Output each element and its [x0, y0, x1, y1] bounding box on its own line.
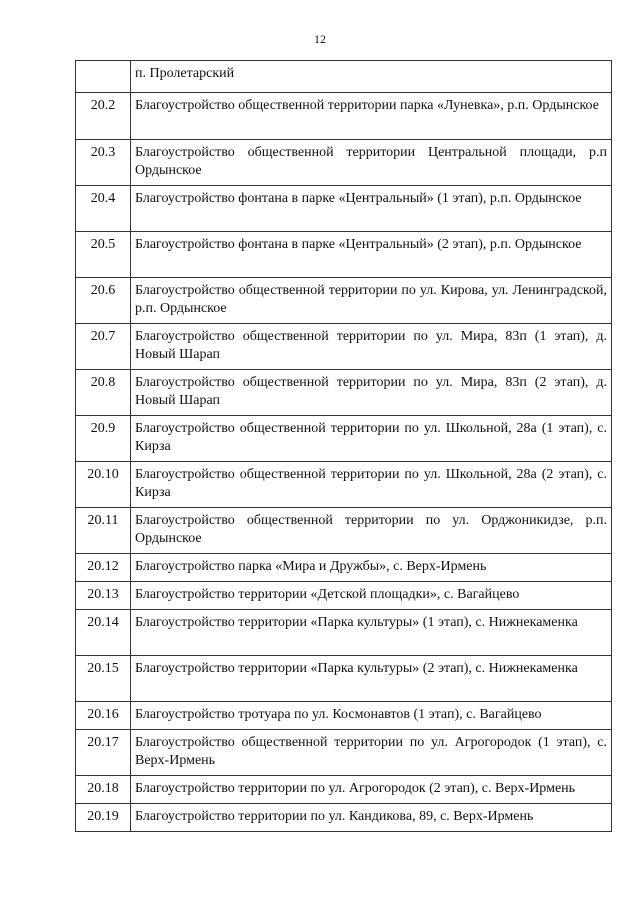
- row-number: 20.6: [76, 278, 131, 324]
- table-row: [76, 324, 612, 370]
- row-number: 20.4: [76, 186, 131, 232]
- table-row: [76, 232, 612, 278]
- row-description: п. Пролетарский: [131, 61, 612, 93]
- row-number: 20.5: [76, 232, 131, 278]
- row-description: Благоустройство территории «Парка культуры» (2 этап), с. Нижнекаменка: [131, 656, 612, 702]
- row-description: Благоустройство территории «Детской площадки», с. Вагайцево: [131, 582, 612, 610]
- table-row: [76, 462, 612, 508]
- table-row: [76, 656, 612, 702]
- table-row: [76, 554, 612, 582]
- row-description: Благоустройство территории «Парка культуры» (1 этап), с. Нижнекаменка: [131, 610, 612, 656]
- row-number: 20.8: [76, 370, 131, 416]
- row-description: Благоустройство фонтана в парке «Центральный» (2 этап), р.п. Ордынское: [131, 232, 612, 278]
- row-number: 20.11: [76, 508, 131, 554]
- table-row: [76, 776, 612, 804]
- row-description: Благоустройство парка «Мира и Дружбы», с. Верх-Ирмень: [131, 554, 612, 582]
- row-number: 20.17: [76, 730, 131, 776]
- table-row: [76, 61, 612, 93]
- row-number: 20.12: [76, 554, 131, 582]
- row-description: Благоустройство общественной территории парка «Луневка», р.п. Ордынское: [131, 93, 612, 140]
- row-number: 20.10: [76, 462, 131, 508]
- table-row: [76, 140, 612, 186]
- row-number: 20.19: [76, 804, 131, 832]
- row-description: Благоустройство общественной территории по ул. Кирова, ул. Ленинградской, р.п. Ордынское: [131, 278, 612, 324]
- row-description: Благоустройство общественной территории по ул. Школьной, 28а (1 этап), с. Кирза: [131, 416, 612, 462]
- row-description: Благоустройство общественной территории по ул. Мира, 83п (2 этап), д. Новый Шарап: [131, 370, 612, 416]
- row-description: Благоустройство общественной территории по ул. Агрогородок (1 этап), с. Верх-Ирмень: [131, 730, 612, 776]
- table-row: [76, 93, 612, 140]
- table-row: [76, 186, 612, 232]
- row-description: Благоустройство общественной территории по ул. Орджоникидзе, р.п. Ордынское: [131, 508, 612, 554]
- row-number: 20.3: [76, 140, 131, 186]
- row-number: 20.2: [76, 93, 131, 140]
- items-table: [75, 60, 612, 832]
- table-row: [76, 730, 612, 776]
- table-row: [76, 610, 612, 656]
- row-description: Благоустройство территории по ул. Кандикова, 89, с. Верх-Ирмень: [131, 804, 612, 832]
- row-number: 20.15: [76, 656, 131, 702]
- table-row: [76, 278, 612, 324]
- row-description: Благоустройство тротуара по ул. Космонавтов (1 этап), с. Вагайцево: [131, 702, 612, 730]
- row-description: Благоустройство общественной территории по ул. Мира, 83п (1 этап), д. Новый Шарап: [131, 324, 612, 370]
- row-number: 20.9: [76, 416, 131, 462]
- row-number: 20.13: [76, 582, 131, 610]
- table-row: [76, 804, 612, 832]
- row-number: [76, 61, 131, 93]
- table-row: [76, 508, 612, 554]
- table-row: [76, 582, 612, 610]
- row-description: Благоустройство фонтана в парке «Центральный» (1 этап), р.п. Ордынское: [131, 186, 612, 232]
- items-table-body: [76, 61, 612, 832]
- row-number: 20.18: [76, 776, 131, 804]
- table-row: [76, 416, 612, 462]
- row-description: Благоустройство общественной территории Центральной площади, р.п Ордынское: [131, 140, 612, 186]
- row-number: 20.14: [76, 610, 131, 656]
- table-row: [76, 370, 612, 416]
- table-row: [76, 702, 612, 730]
- row-number: 20.16: [76, 702, 131, 730]
- row-number: 20.7: [76, 324, 131, 370]
- page-number: 12: [314, 32, 326, 46]
- row-description: Благоустройство общественной территории по ул. Школьной, 28а (2 этап), с. Кирза: [131, 462, 612, 508]
- row-description: Благоустройство территории по ул. Агрогородок (2 этап), с. Верх-Ирмень: [131, 776, 612, 804]
